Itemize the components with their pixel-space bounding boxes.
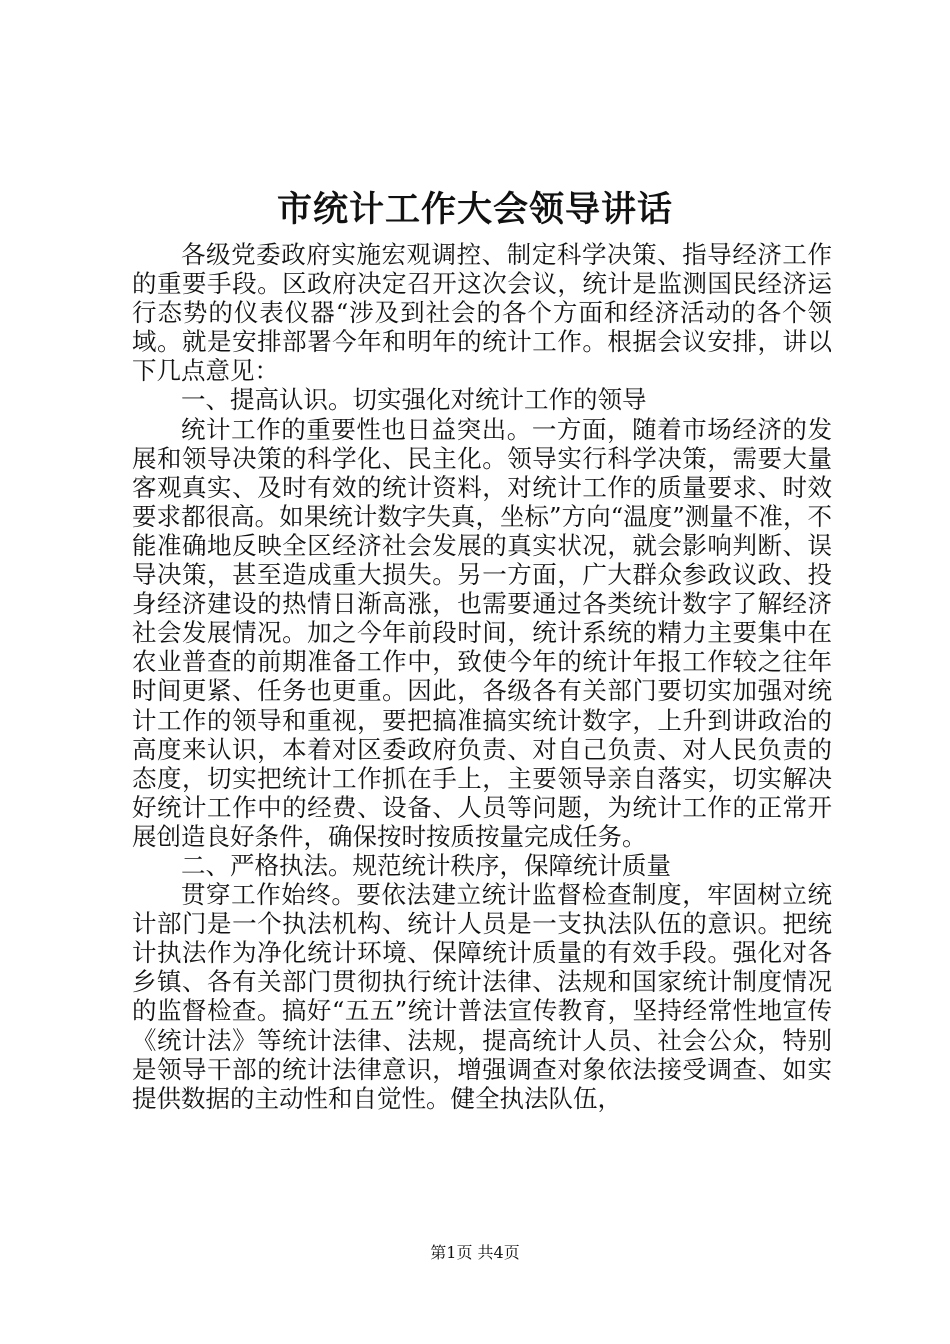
page-number-footer: 第1页 共4页 xyxy=(430,1243,520,1262)
section-heading-1: 一、提高认识。切实强化对统计工作的领导 xyxy=(181,385,647,415)
document-title: 市统计工作大会领导讲话 xyxy=(276,189,673,230)
document-body xyxy=(132,240,832,1113)
paragraph-section-1: 统计工作的重要性也日益突出。一方面，随着市场经济的发展和领导决策的科学化、民主化。领导实行科学决策，需要大量客观真实、及时有效的统计资料，对统计工作的质量要求、时效要求都很高。如果统计数字失真，坐标”方向“温度”测量不准，不能准确地反映全区经济社会发展的真实状况，就会影响判断、误导决策，甚至造成重大损失。另一方面，广大群众参政议政、投身经济建设的热情日渐高涨，也需要通过各类统计数字了解经济社会发展情况。加之今年前段时间，统计系统的精力主要集中在农业普查的前期准备工作中，致使今年的统计年报工作较之往年时间更紧、任务也更重。因此，各级各有关部门要切实加强对统计工作的领导和重视，要把搞准搞实统计数字，上升到讲政治的高度来认识，本着对区委政府负责、对自己负责、对人民负责的态度，切实把统计工作抓在手上，主要领导亲自落实，切实解决好统计工作中的经费、设备、人员等问题，为统计工作的正常开展创造良好条件，确保按时按质按量完成任务。 xyxy=(132,414,832,851)
paragraph-intro: 各级党委政府实施宏观调控、制定科学决策、指导经济工作的重要手段。区政府决定召开这次会议，统计是监测国民经济运行态势的仪表仪器“涉及到社会的各个方面和经济活动的各个领域。就是安排部署今年和明年的统计工作。根据会议安排，讲以下几点意见： xyxy=(132,240,832,386)
paragraph-section-2: 贯穿工作始终。要依法建立统计监督检查制度，牢固树立统计部门是一个执法机构、统计人员是一支执法队伍的意识。把统计执法作为净化统计环境、保障统计质量的有效手段。强化对各乡镇、各有关部门贯彻执行统计法律、法规和国家统计制度情况的监督检查。搞好“五五”统计普法宣传教育，坚持经常性地宣传《统计法》等统计法律、法规，提高统计人员、社会公众，特别是领导干部的统计法律意识，增强调查对象依法接受调查、如实提供数据的主动性和自觉性。健全执法队伍， xyxy=(132,880,832,1113)
section-heading-2: 二、严格执法。规范统计秩序，保障统计质量 xyxy=(181,850,671,880)
